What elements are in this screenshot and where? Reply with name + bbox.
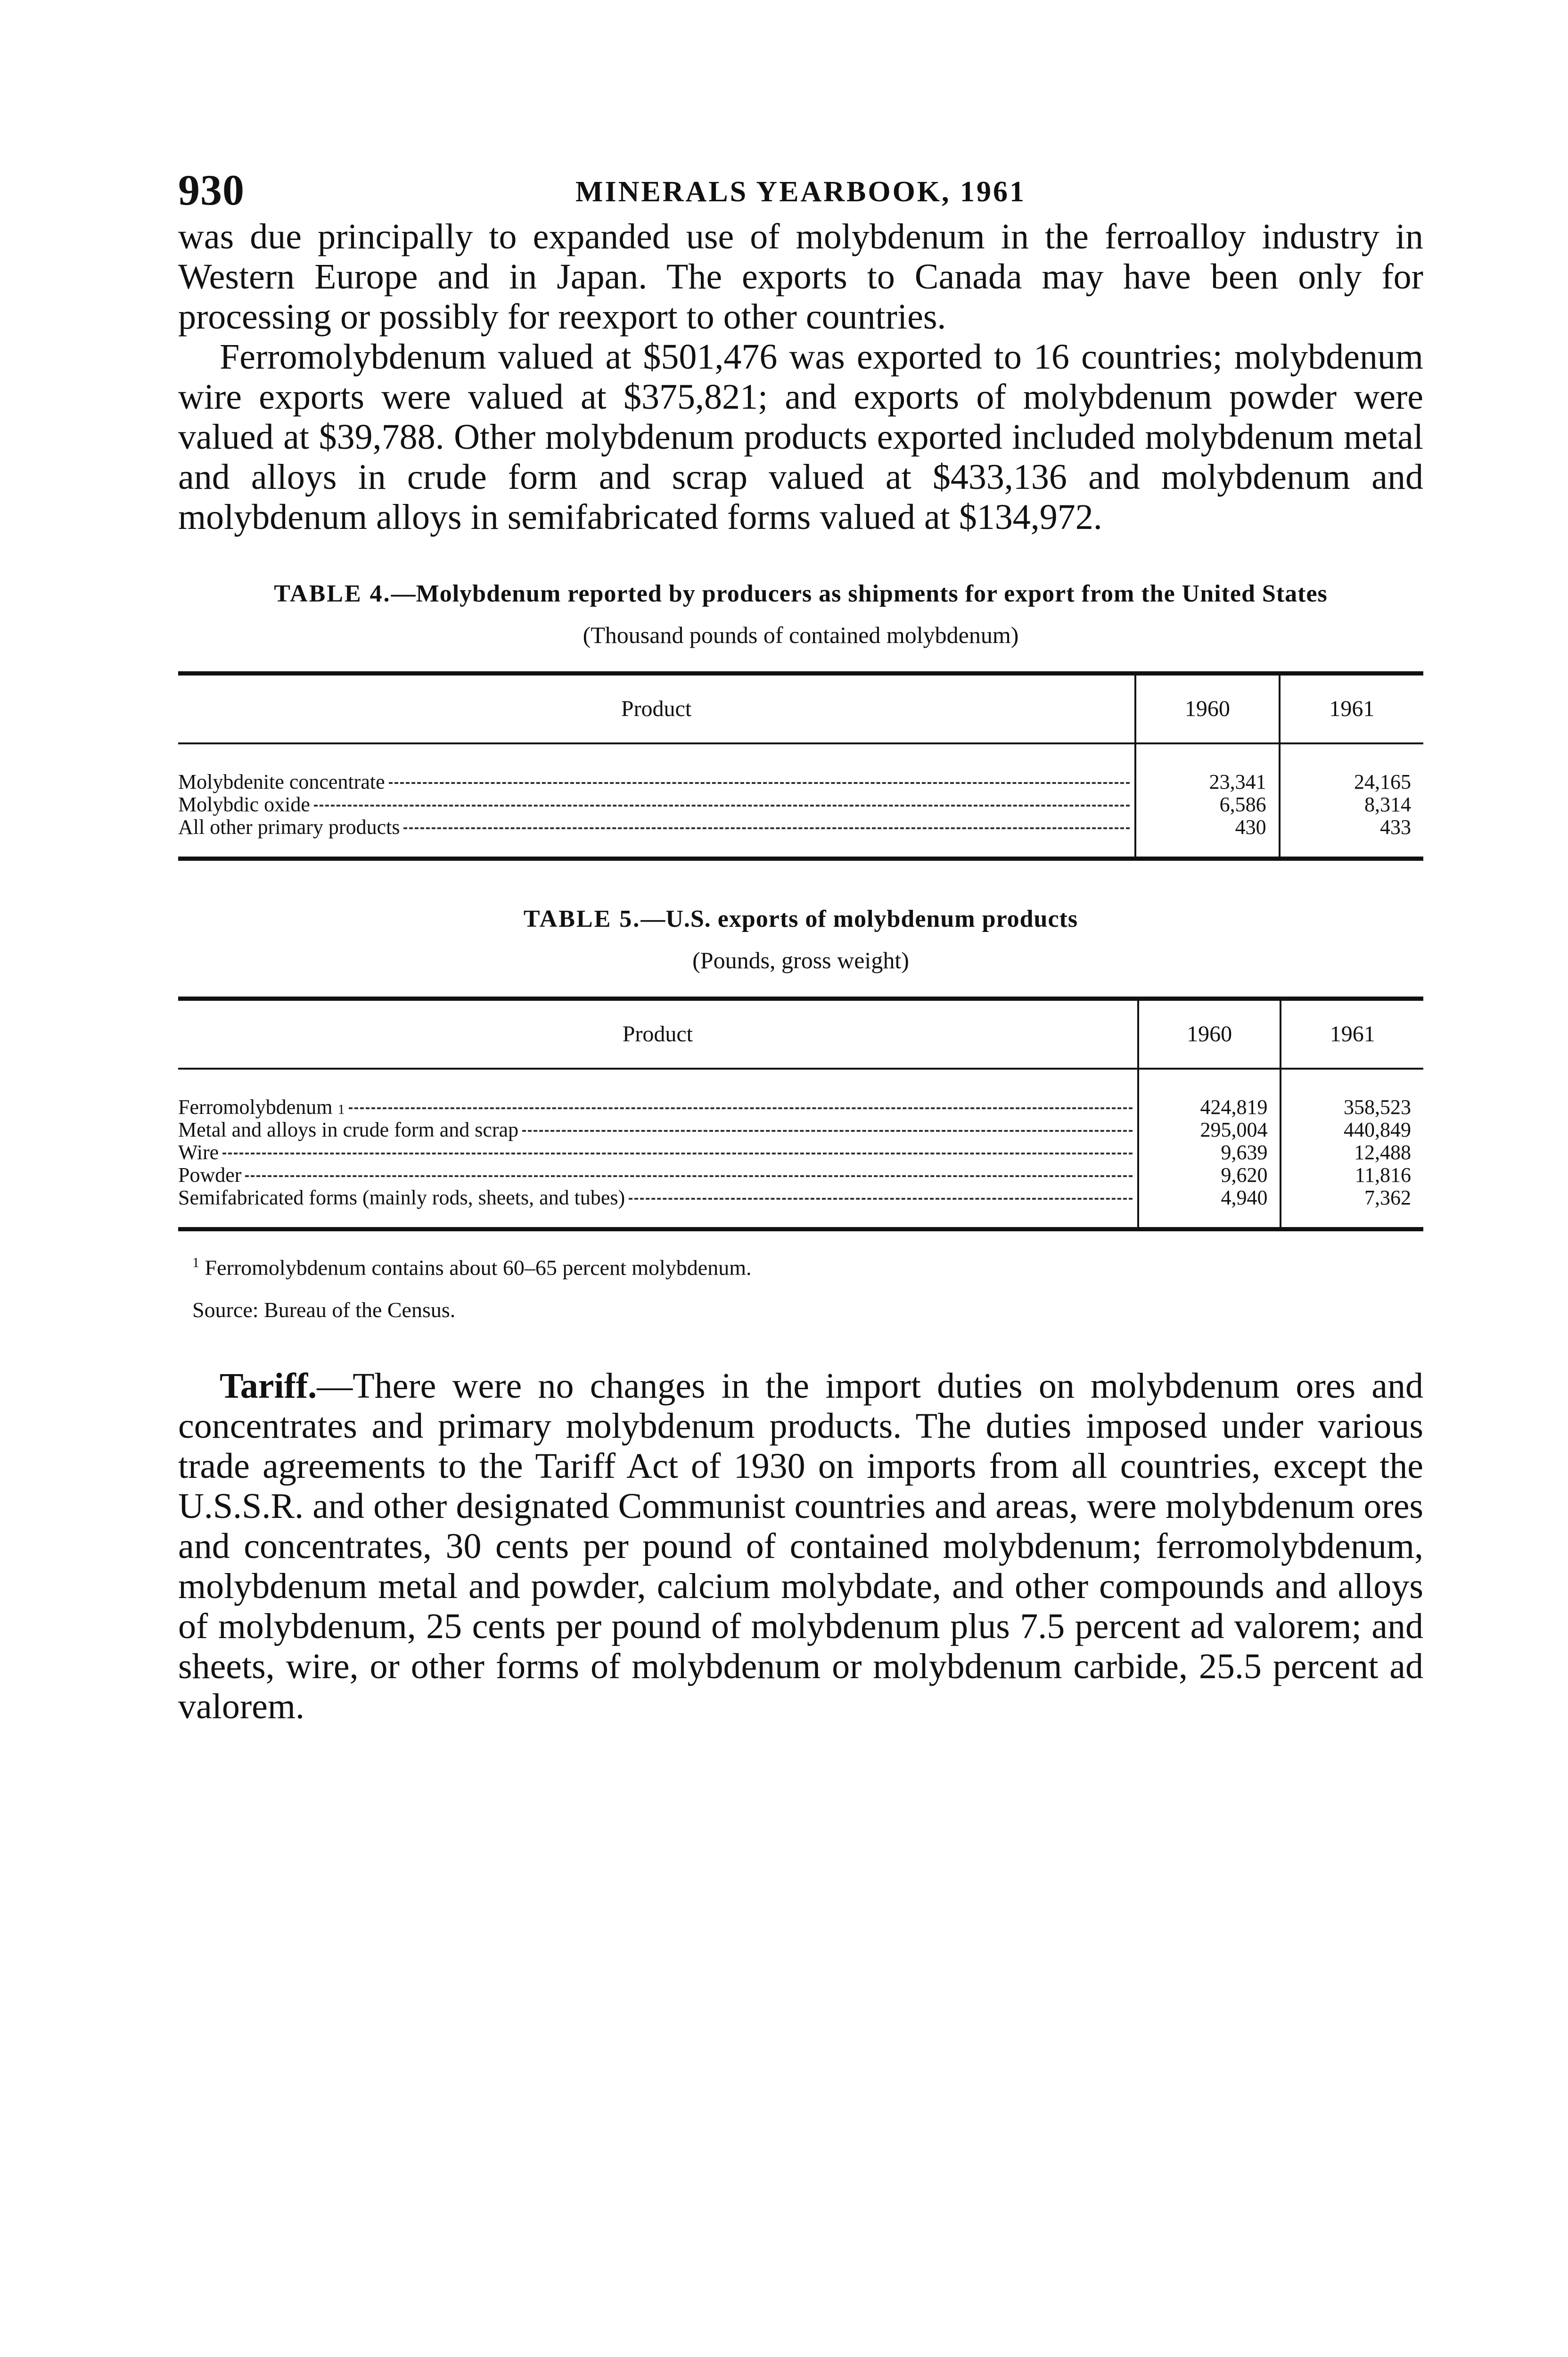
cell-1960: 6,586	[1135, 793, 1280, 816]
row-product: Ferromolybdenum	[178, 1096, 333, 1119]
cell-1961: 7,362	[1281, 1187, 1423, 1229]
table4-caption: —Molybdenum reported by producers as shipments for export from the United States	[391, 580, 1328, 607]
paragraph-tariff	[178, 1366, 1423, 1727]
table4-col-1961: 1961	[1280, 674, 1423, 744]
cell-1961: 440,849	[1281, 1119, 1423, 1141]
cell-1960: 9,620	[1138, 1164, 1281, 1187]
table4-col-1960: 1960	[1135, 674, 1280, 744]
tariff-text: —There were no changes in the import duties on molybdenum ores and concentrates and primary molybdenum products. The duties imposed under various trade agreements to the Tariff Act of 1930 on imports from all countries, except the U.S.S.R. and other designated Communist countries and areas, were molybdenum ores and concentrates, 30 cents per pound of contained molybdenum; ferromolybdenum, molybdenum metal and powder, calcium molybdate, and other compounds and alloys of molybdenum, 25 cents per pound of molybdenum plus 7.5 percent ad valorem; and sheets, wire, or other forms of molybdenum or molybdenum carbide, 25.5 percent ad valorem.	[178, 1366, 1423, 1727]
table5-footnote	[192, 1250, 1423, 1280]
cell-1960: 295,004	[1138, 1119, 1281, 1141]
row-product: Powder	[178, 1164, 242, 1187]
leader-dots	[403, 827, 1130, 829]
table4-block	[178, 579, 1423, 861]
table-row	[178, 1164, 1423, 1187]
leader-dots	[629, 1198, 1133, 1200]
footnote-marker: 1	[192, 1255, 199, 1270]
row-product: Molybdenite concentrate	[178, 771, 385, 793]
cell-1960: 4,940	[1138, 1187, 1281, 1229]
table-row	[178, 1187, 1423, 1229]
row-product: All other primary products	[178, 816, 400, 839]
cell-1961: 11,816	[1281, 1164, 1423, 1187]
table5-title	[178, 904, 1423, 934]
page-number: 930	[178, 166, 245, 214]
table5	[178, 997, 1423, 1231]
leader-dots	[245, 1175, 1132, 1177]
leader-dots	[314, 805, 1130, 807]
cell-1960: 9,639	[1138, 1141, 1281, 1164]
cell-1961: 433	[1280, 816, 1423, 859]
paragraph-continuation: was due principally to expanded use of molybdenum in the ferroalloy industry in Western Europe and in Japan. The exports to Canada may have been only for processing or possibly for reexport to other countries.	[178, 217, 1423, 337]
cell-1961: 12,488	[1281, 1141, 1423, 1164]
leader-dots	[222, 1153, 1133, 1154]
page	[178, 165, 1423, 1727]
running-head	[178, 165, 1423, 217]
table-row	[178, 1119, 1423, 1141]
cell-1961: 24,165	[1280, 743, 1423, 793]
row-product: Semifabricated forms (mainly rods, sheets, and tubes)	[178, 1187, 625, 1209]
table-row	[178, 1141, 1423, 1164]
table-row: Ferromolybdenum 1 424,819 358,523	[178, 1069, 1423, 1119]
leader-dots	[522, 1130, 1133, 1132]
table5-col-1960: 1960	[1138, 999, 1281, 1069]
table4-title	[178, 579, 1423, 609]
row-product: Wire	[178, 1141, 219, 1164]
table5-block	[178, 904, 1423, 1323]
running-title: MINERALS YEARBOOK, 1961	[575, 176, 1026, 208]
table-row	[178, 793, 1423, 816]
cell-1961: 8,314	[1280, 793, 1423, 816]
table4-header-row	[178, 674, 1423, 744]
table4-unit: (Thousand pounds of contained molybdenum)	[583, 622, 1019, 648]
row-product: Molybdic oxide	[178, 793, 310, 816]
tariff-heading: Tariff.	[220, 1366, 317, 1406]
table4-label: TABLE 4.	[274, 580, 391, 607]
table4-col-product: Product	[178, 674, 1135, 744]
row-product: Metal and alloys in crude form and scrap	[178, 1119, 519, 1141]
table4	[178, 671, 1423, 861]
cell-1961: 358,523	[1281, 1069, 1423, 1119]
table-row	[178, 816, 1423, 859]
cell-1960: 23,341	[1135, 743, 1280, 793]
footnote-text: Ferromolybdenum contains about 60–65 percent molybdenum.	[205, 1255, 752, 1280]
cell-1960: 424,819	[1138, 1069, 1281, 1119]
table5-col-product: Product	[178, 999, 1138, 1069]
table-row	[178, 743, 1423, 793]
leader-dots	[349, 1107, 1133, 1109]
table5-source: Source: Bureau of the Census.	[192, 1298, 456, 1322]
table5-label: TABLE 5.	[523, 906, 641, 932]
table5-header-row	[178, 999, 1423, 1069]
cell-1960: 430	[1135, 816, 1280, 859]
table5-col-1961: 1961	[1281, 999, 1423, 1069]
table5-caption: —U.S. exports of molybdenum products	[640, 906, 1078, 932]
paragraph-ferromolybdenum-exports: Ferromolybdenum valued at $501,476 was exported to 16 countries; molybdenum wire exports were valued at $375,821; and exports of molybdenum powder were valued at $39,788. Other molybdenum products exported included molybdenum metal and alloys in crude form and scrap valued at $433,136 and molybdenum and molybdenum alloys in semifabricated forms valued at $134,972.	[178, 337, 1423, 537]
table5-unit: (Pounds, gross weight)	[692, 947, 909, 973]
leader-dots	[389, 782, 1130, 784]
